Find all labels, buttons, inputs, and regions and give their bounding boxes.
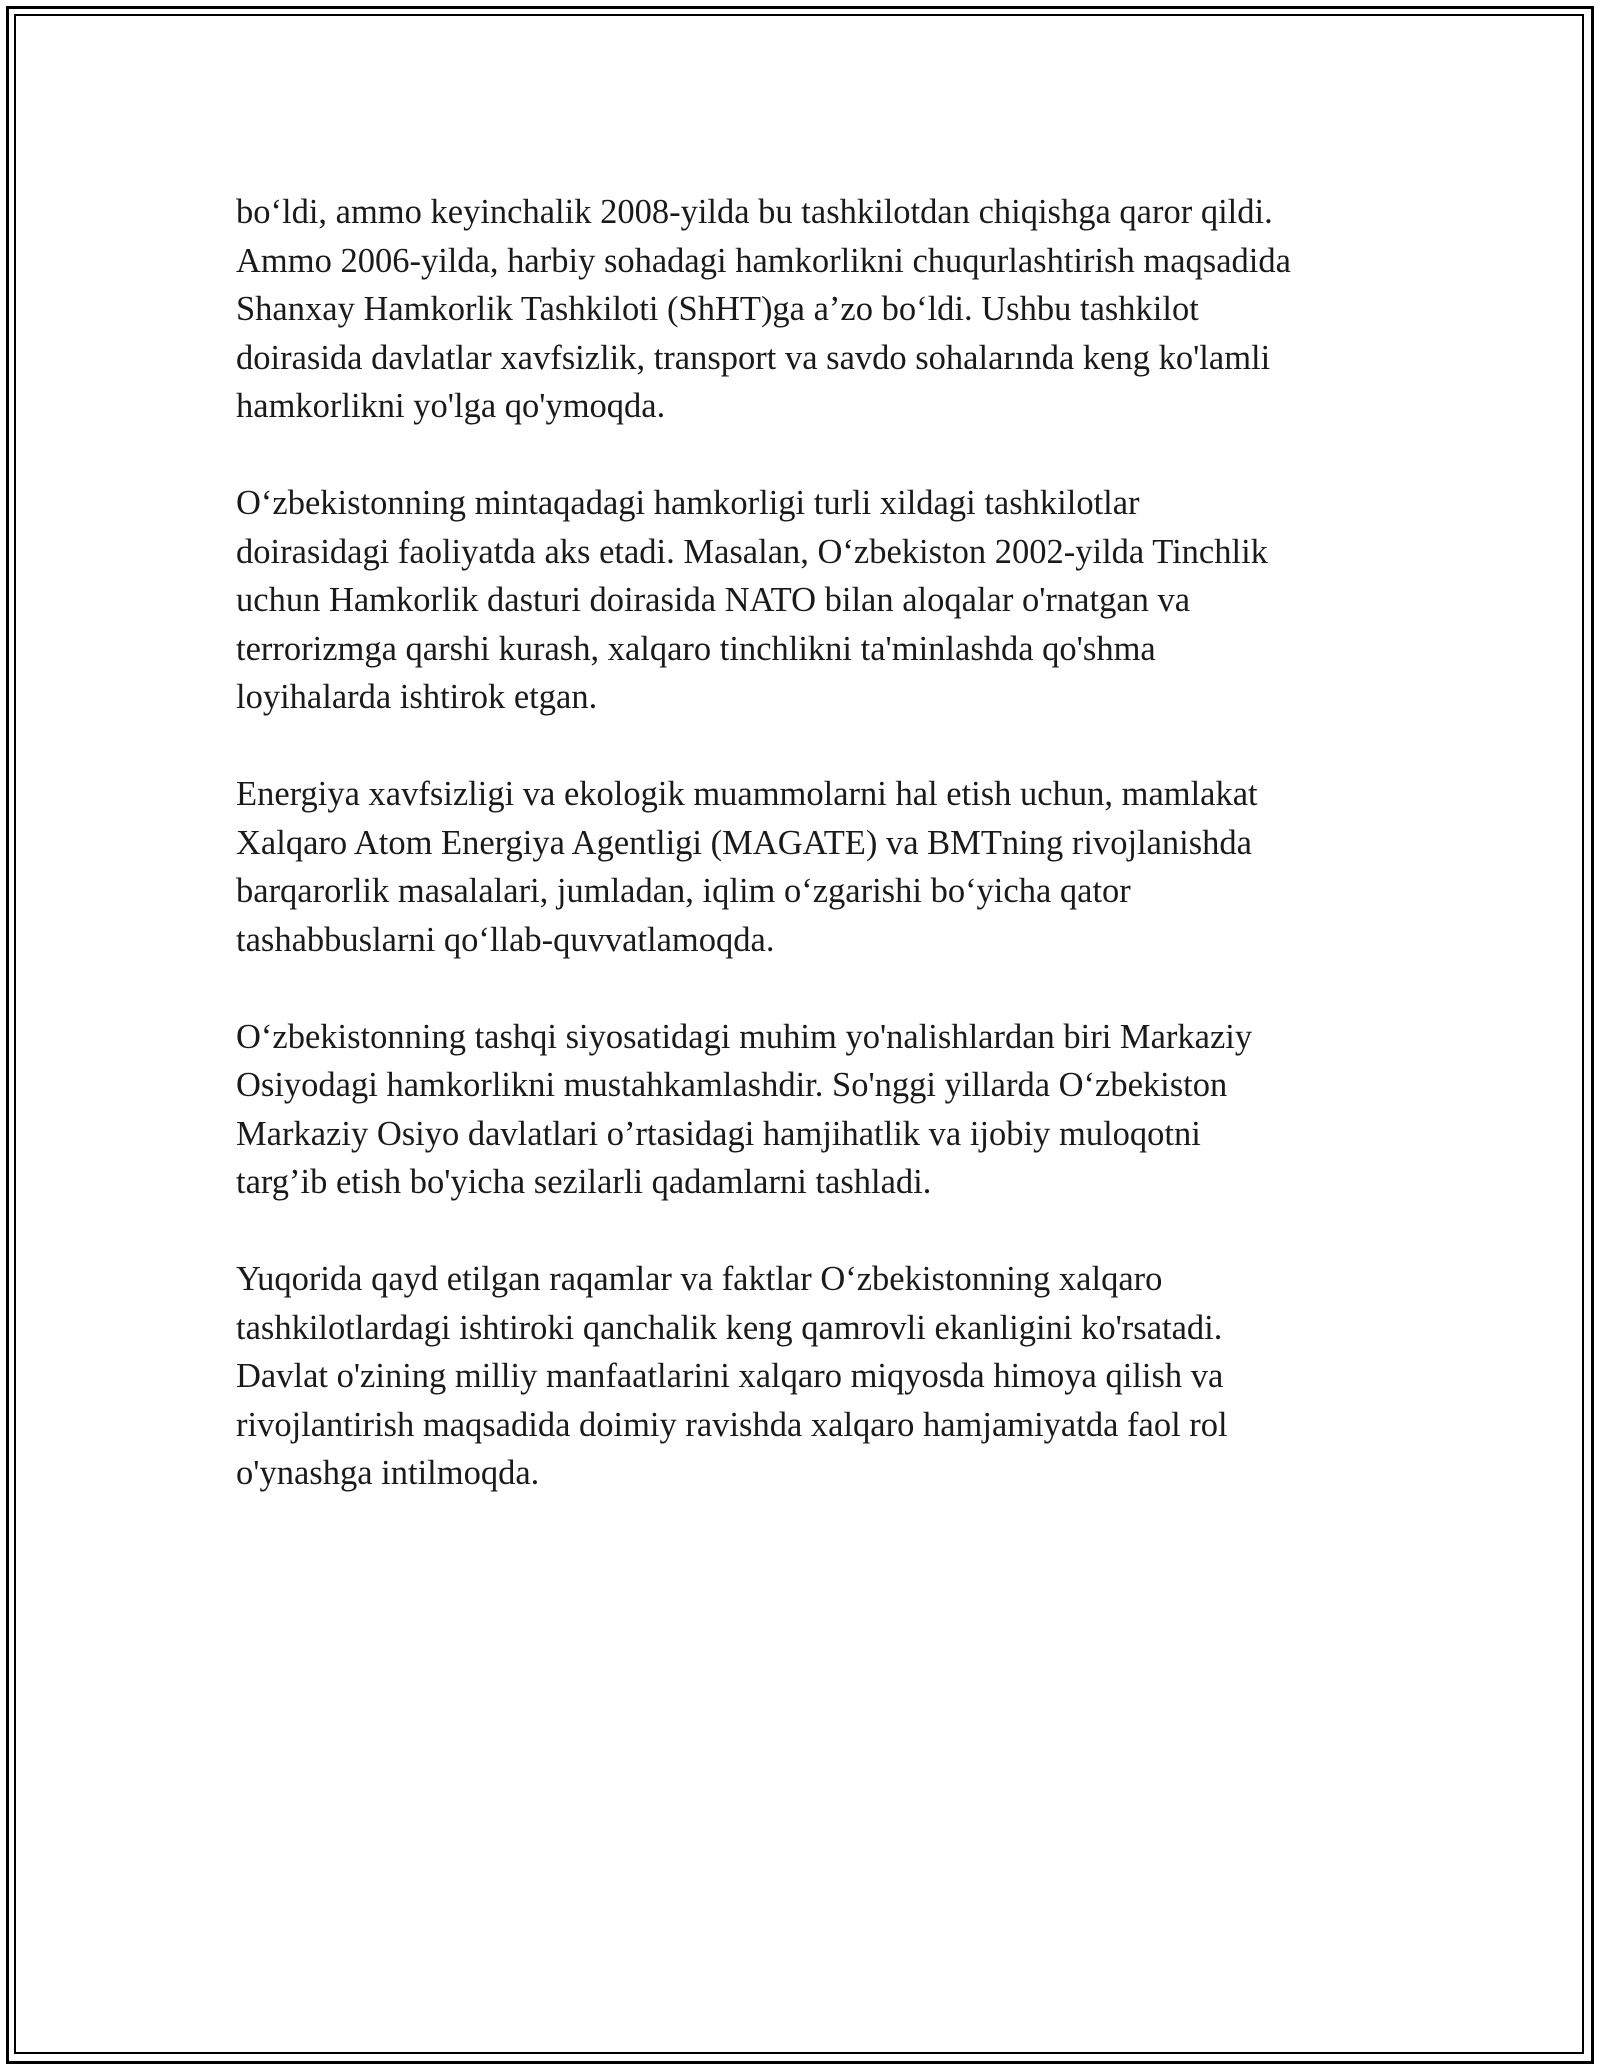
document-body	[236, 188, 1366, 1498]
paragraph-conclusion: Yuqorida qayd etilgan raqamlar va faktlar O‘zbekistonning xalqaro tashkilotlardagi ishtiroki qanchalik keng qamrovli ekanligini ko'rsatadi. Davlat o'zining milliy manfaatlarini xalqaro miqyosda himoya qilish va rivojlantirish maqsadida doimiy ravishda xalqaro hamjamiyatda faol rol o'ynashga intilmoqda.	[236, 1260, 1228, 1492]
paragraph-sco-membership: bo‘ldi, ammo keyinchalik 2008-yilda bu tashkilotdan chiqishga qaror qildi. Ammo 2006-yilda, harbiy sohadagi hamkorlikni chuqurlashtirish maqsadida Shanxay Hamkorlik Tashkiloti (ShHT)ga a’zo bo‘ldi. Ushbu tashkilot doirasida davlatlar xavfsizlik, transport va savdo sohalarında keng ko'lamli hamkorlikni yo'lga qo'ymoqda.	[236, 193, 1291, 425]
paragraph-regional-cooperation: O‘zbekistonning mintaqadagi hamkorligi turli xildagi tashkilotlar doirasidagi faoliyatda aks etadi. Masalan, O‘zbekiston 2002-yilda Tinchlik uchun Hamkorlik dasturi doirasida NATO bilan aloqalar o'rnatgan va terrorizmga qarshi kurash, xalqaro tinchlikni ta'minlashda qo'shma loyihalarda ishtirok etgan.	[236, 484, 1268, 716]
paragraph-energy-security: Energiya xavfsizligi va ekologik muammolarni hal etish uchun, mamlakat Xalqaro Atom Energiya Agentligi (MAGATE) va BMTning rivojlanishda barqarorlik masalalari, jumladan, iqlim o‘zgarishi bo‘yicha qator tashabbuslarni qo‘llab-quvvatlamoqda.	[236, 775, 1258, 959]
paragraph-central-asia: O‘zbekistonning tashqi siyosatidagi muhim yo'nalishlardan biri Markaziy Osiyodagi hamkorlikni mustahkamlashdir. So'nggi yillarda O‘zbekiston Markaziy Osiyo davlatlari o’rtasidagi hamjihatlik va ijobiy muloqotni targ’ib etish bo'yicha sezilarli qadamlarni tashladi.	[236, 1017, 1253, 1201]
